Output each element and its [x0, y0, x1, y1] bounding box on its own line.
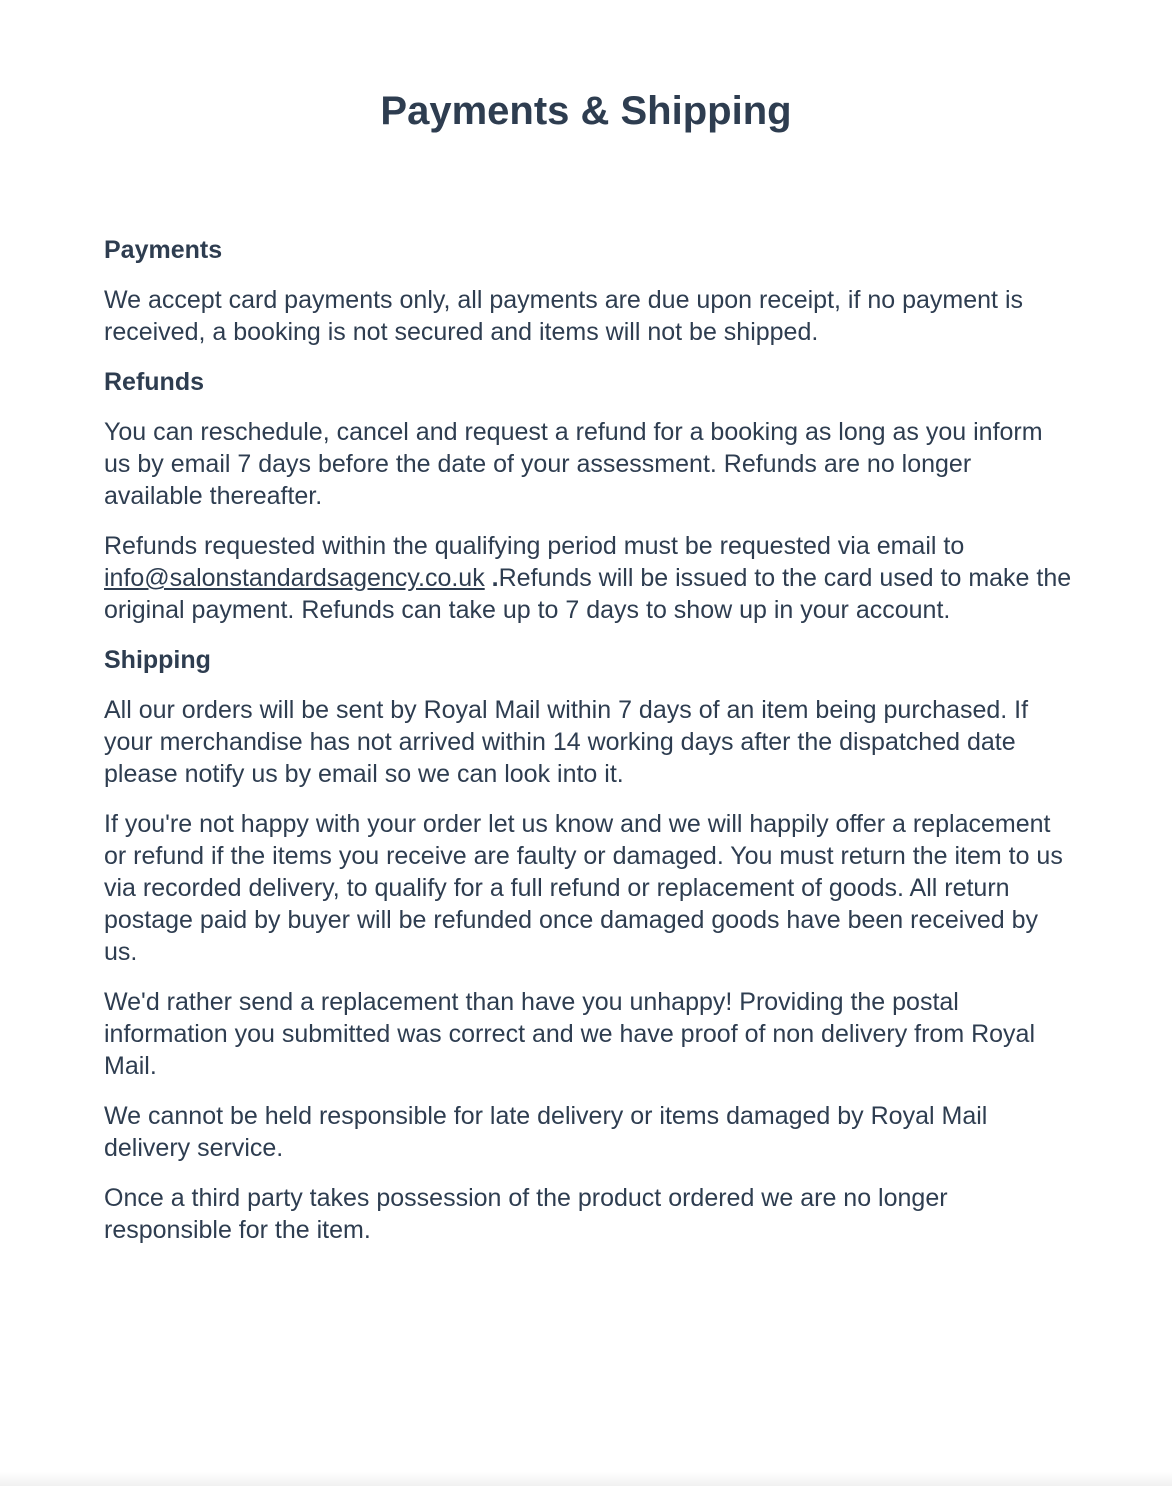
- refunds-heading: Refunds: [104, 368, 204, 396]
- payments-heading: Payments: [104, 236, 223, 264]
- refunds-paragraph-1: You can reschedule, cancel and request a refund for a booking as long as you inform us by email 7 days before the date of your assessment. Refunds are no longer available thereafter.: [104, 418, 1043, 510]
- refunds-paragraph-2-suffix: Refunds will be issued to the card used to make the original payment. Refunds can take up to 7 days to show up in your account.: [104, 564, 1072, 624]
- shipping-paragraph-2: If you're not happy with your order let us know and we will happily offer a replacement or refund if the items you receive are faulty or damaged. You must return the item to us via recorded delivery, to qualify for a full refund or replacement of goods. All return postage paid by buyer will be refunded once damaged goods have been received by us.: [104, 810, 1063, 966]
- shipping-section: [104, 644, 1074, 1246]
- refunds-paragraph-2: [104, 530, 1074, 626]
- bottom-edge-bar: [0, 1472, 1172, 1486]
- payments-paragraph: We accept card payments only, all payments are due upon receipt, if no payment is received, a booking is not secured and items will not be shipped.: [104, 286, 1024, 346]
- shipping-paragraph-4: We cannot be held responsible for late delivery or items damaged by Royal Mail delivery service.: [104, 1102, 988, 1162]
- page-title: Payments & Shipping: [380, 89, 792, 133]
- refunds-section: [104, 366, 1074, 626]
- refunds-paragraph-2-prefix: Refunds requested within the qualifying period must be requested via email to: [104, 532, 965, 560]
- payments-section: [104, 234, 1074, 348]
- email-link[interactable]: info@salonstandardsagency.co.uk: [104, 564, 485, 592]
- shipping-paragraph-3: We'd rather send a replacement than have you unhappy! Providing the postal information you submitted was correct and we have proof of non delivery from Royal Mail.: [104, 988, 1036, 1080]
- shipping-heading: Shipping: [104, 646, 211, 674]
- policy-content: [104, 234, 1074, 1264]
- shipping-paragraph-5: Once a third party takes possession of the product ordered we are no longer responsible for the item.: [104, 1184, 948, 1244]
- refunds-paragraph-2-dot: .: [491, 564, 499, 592]
- shipping-paragraph-1: All our orders will be sent by Royal Mail within 7 days of an item being purchased. If your merchandise has not arrived within 14 working days after the dispatched date please notify us by email so we can look into it.: [104, 696, 1029, 788]
